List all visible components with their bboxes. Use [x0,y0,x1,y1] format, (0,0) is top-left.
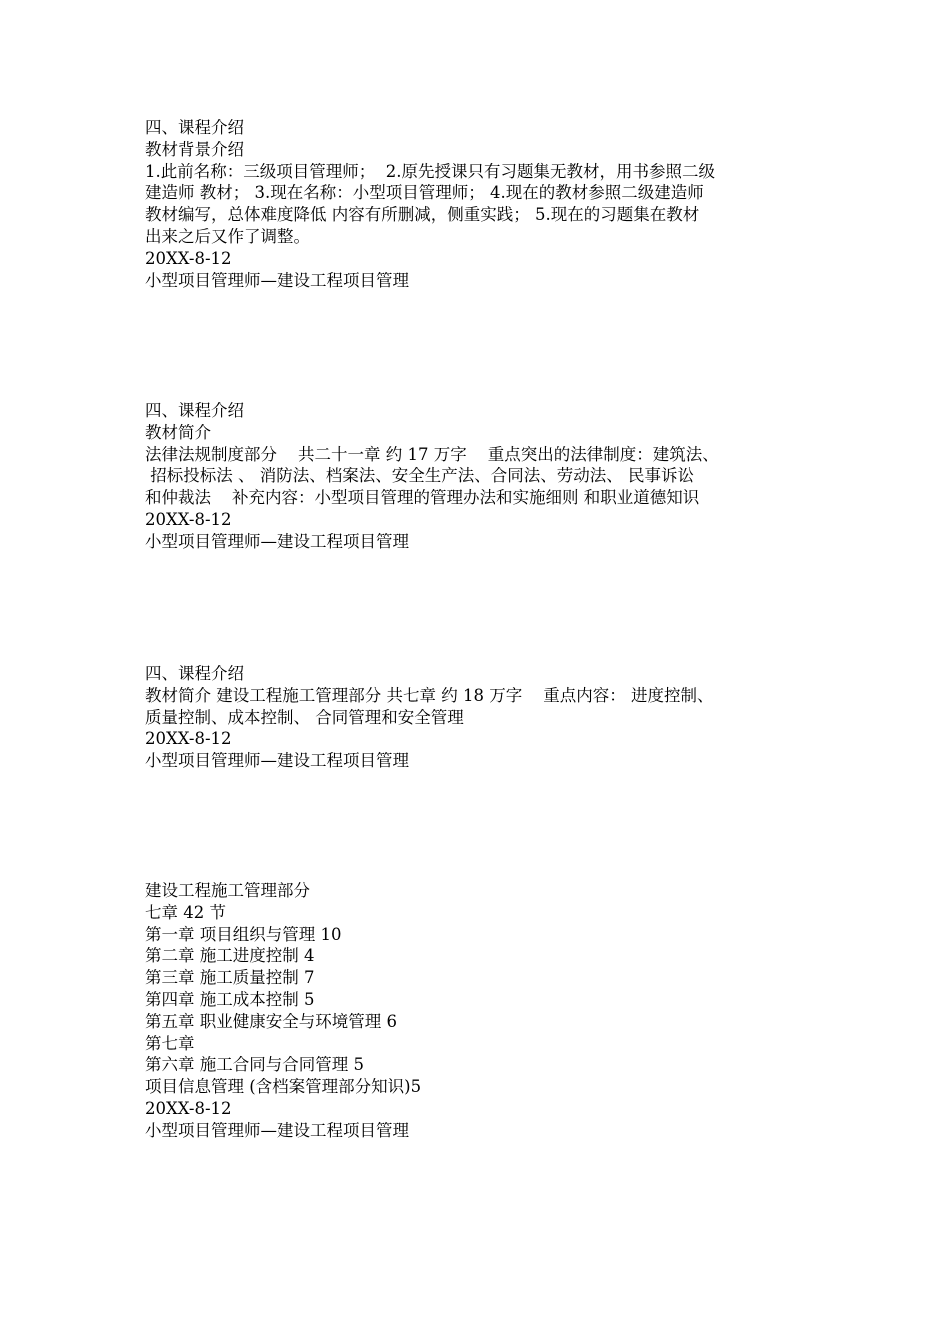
subheading: 教材简介 [145,422,211,442]
slide-text-block-4 [145,880,815,1142]
body-line: 建造师 教材； 3.现在名称：小型项目管理师； 4.现在的教材参照二级建造师 [145,183,704,203]
date-label: 20XX-8-12 [145,729,232,749]
chapter-summary: 七章 42 节 [145,902,226,922]
date-label: 20XX-8-12 [145,509,232,529]
chapter-item: 项目信息管理 (含档案管理部分知识)5 [145,1077,422,1097]
slide-text-block-3 [145,663,815,772]
chapter-item: 第一章 项目组织与管理 10 [145,924,342,944]
chapter-item: 第四章 施工成本控制 5 [145,989,315,1009]
chapter-item: 第七章 [145,1033,195,1053]
section-heading: 四、课程介绍 [145,664,244,683]
chapter-item: 第五章 职业健康安全与环境管理 6 [145,1011,397,1031]
footer-title: 小型项目管理师—建设工程项目管理 [145,531,409,551]
body-line: 教材简介 建设工程施工管理部分 共七章 约 18 万字 重点内容： 进度控制、 [145,685,714,705]
date-label: 20XX-8-12 [145,248,232,268]
chapter-item: 第六章 施工合同与合同管理 5 [145,1055,364,1075]
footer-title: 小型项目管理师—建设工程项目管理 [145,751,409,771]
section-heading: 四、课程介绍 [145,118,244,137]
subheading: 教材背景介绍 [145,139,244,159]
body-line: 出来之后又作了调整。 [145,226,310,246]
date-label: 20XX-8-12 [145,1098,232,1118]
body-line: 招标投标法 、 消防法、档案法、安全生产法、合同法、劳动法、 民事诉讼 [145,466,694,486]
footer-title: 小型项目管理师—建设工程项目管理 [145,1120,409,1140]
slide-text-block-2 [145,400,815,553]
slide-text-block-1 [145,117,815,291]
chapter-item: 第二章 施工进度控制 4 [145,946,315,966]
body-line: 和仲裁法 补充内容：小型项目管理的管理办法和实施细则 和职业道德知识 [145,488,700,508]
body-line: 教材编写，总体难度降低 内容有所删减，侧重实践； 5.现在的习题集在教材 [145,205,700,225]
body-line: 质量控制、成本控制、 合同管理和安全管理 [145,707,464,727]
chapter-item: 第三章 施工质量控制 7 [145,968,315,988]
body-line: 1.此前名称：三级项目管理师； 2.原先授课只有习题集无教材，用书参照二级 [145,161,715,181]
section-heading: 建设工程施工管理部分 [145,881,310,900]
body-line: 法律法规制度部分 共二十一章 约 17 万字 重点突出的法律制度：建筑法、 [145,444,719,464]
section-heading: 四、课程介绍 [145,401,244,420]
footer-title: 小型项目管理师—建设工程项目管理 [145,270,409,290]
